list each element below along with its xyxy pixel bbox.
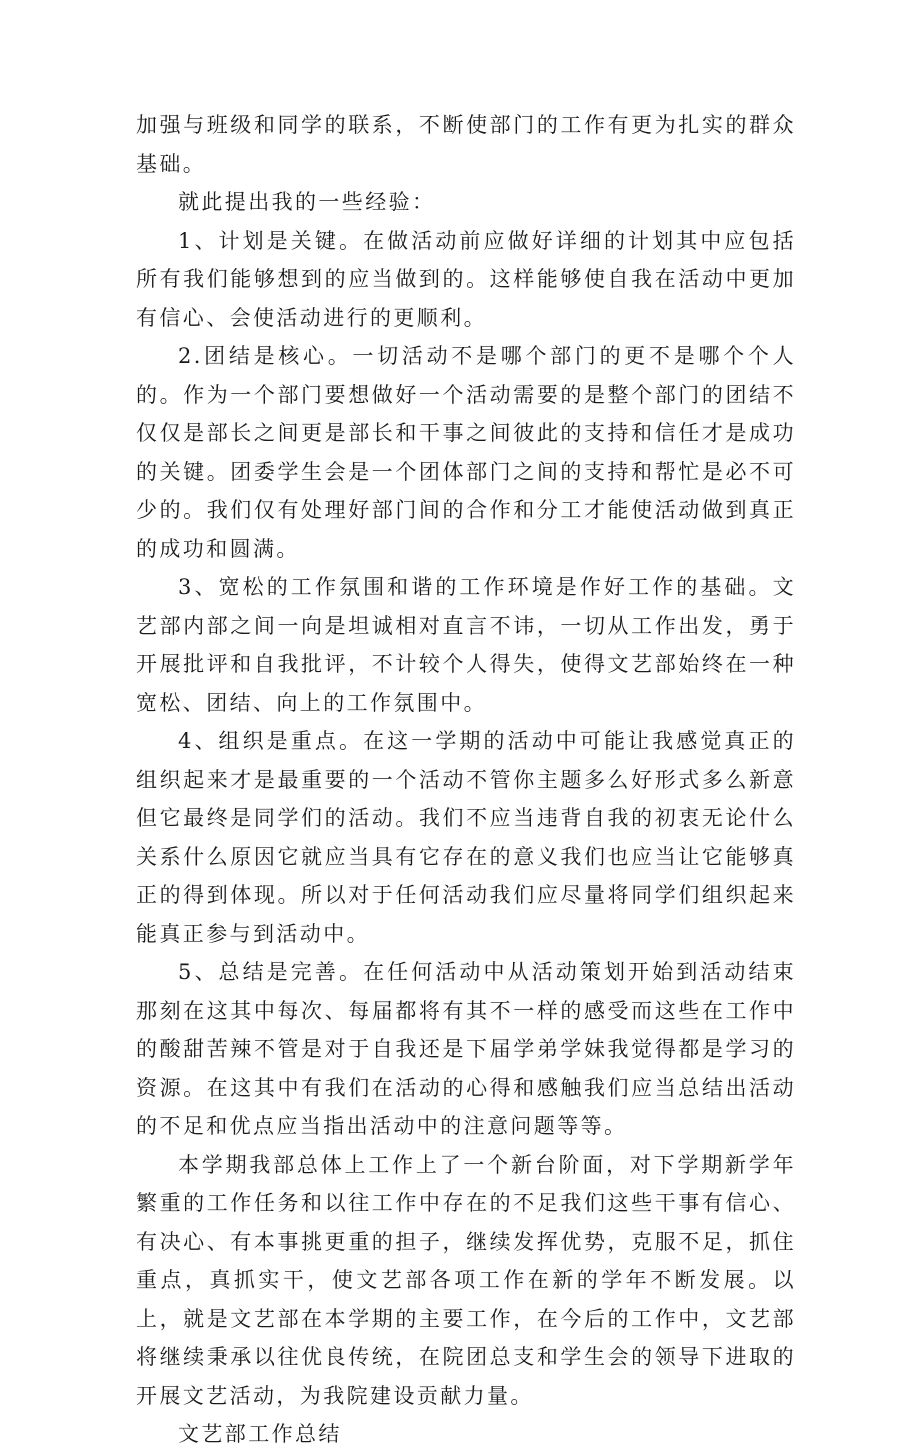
closing-title: 文艺部工作总结 (178, 1422, 342, 1446)
paragraph-point-2: 2.团结是核心。一切活动不是哪个部门的更不是哪个个人的。作为一个部门要想做好一个活动需要的是整个部门的团结不仅仅是部长之间更是部长和干事之间彼此的支持和信任才是成功的关键。团委学生会是一个团体部门之间的支持和帮忙是必不可少的。我们仅有处理好部门间的合作和分工才能使活动做到真正的成功和圆满。 (136, 344, 796, 561)
paragraph-point-3: 3、宽松的工作氛围和谐的工作环境是作好工作的基础。文艺部内部之间一向是坦诚相对直言不讳，一切从工作出发，勇于开展批评和自我批评，不计较个人得失，使得文艺部始终在一种宽松、团结、向上的工作氛围中。 (136, 575, 796, 715)
paragraph-conclusion: 本学期我部总体上工作上了一个新台阶面，对下学期新学年繁重的工作任务和以往工作中存在的不足我们这些干事有信心、有决心、有本事挑更重的担子，继续发挥优势，克服不足，抓住重点，真抓实干，使文艺部各项工作在新的学年不断发展。以上，就是文艺部在本学期的主要工作，在今后的工作中，文艺部将继续秉承以往优良传统，在院团总支和学生会的领导下进取的开展文艺活动，为我院建设贡献力量。 (136, 1152, 796, 1408)
paragraph-intro: 就此提出我的一些经验： (178, 190, 436, 214)
paragraph-point-4: 4、组织是重点。在这一学期的活动中可能让我感觉真正的组织起来才是最重要的一个活动不管你主题多么好形式多么新意但它最终是同学们的活动。我们不应当违背自我的初衷无论什么关系什么原因它就应当具有它存在的意义我们也应当让它能够真正的得到体现。所以对于任何活动我们应尽量将同学们组织起来能真正参与到活动中。 (136, 729, 796, 946)
paragraph-point-1: 1、计划是关键。在做活动前应做好详细的计划其中应包括所有我们能够想到的应当做到的。这样能够使自我在活动中更加有信心、会使活动进行的更顺利。 (136, 228, 796, 330)
paragraph-continuation: 加强与班级和同学的联系，不断使部门的工作有更为扎实的群众基础。 (136, 113, 796, 176)
document-body (136, 106, 796, 1454)
paragraph-point-5: 5、总结是完善。在任何活动中从活动策划开始到活动结束那刻在这其中每次、每届都将有其不一样的感受而这些在工作中的酸甜苦辣不管是对于自我还是下届学弟学妹我觉得都是学习的资源。在这其中有我们在活动的心得和感触我们应当总结出活动的不足和优点应当指出活动中的注意问题等等。 (136, 960, 796, 1138)
